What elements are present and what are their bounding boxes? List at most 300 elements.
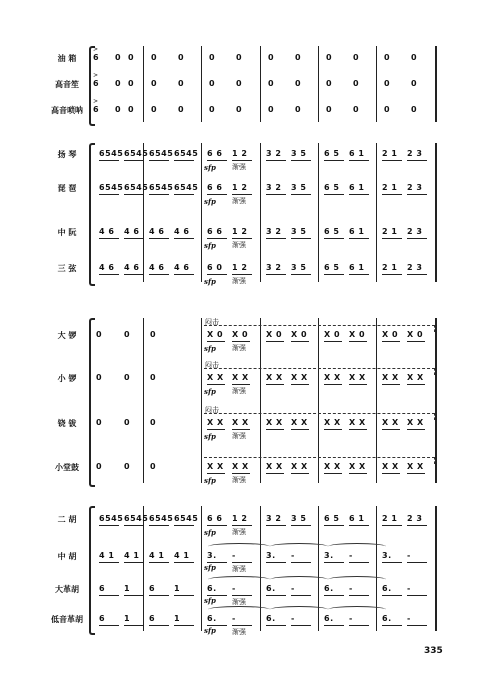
- barline: [435, 46, 437, 122]
- beam-line: [324, 595, 344, 596]
- beam-line: [324, 238, 344, 239]
- instrument-label: 三 弦: [57, 263, 77, 273]
- instrument-label: 小 锣: [57, 373, 77, 383]
- beam-line: [291, 384, 309, 385]
- rest: 0: [295, 105, 302, 114]
- tie-slur: [328, 606, 386, 613]
- note-group: 2 3: [407, 183, 423, 192]
- beam-line: [149, 194, 169, 195]
- note-group: 2 1: [382, 227, 398, 236]
- expression-text: 渐强: [232, 598, 246, 606]
- tie-slur: [328, 576, 386, 583]
- beam-line: [149, 238, 169, 239]
- instrument-label: 油 箱: [57, 53, 77, 63]
- drum-hit: X X: [382, 462, 399, 471]
- note-group: 6 1: [349, 149, 365, 158]
- beam-line: [382, 160, 402, 161]
- rest: 0: [326, 79, 333, 88]
- beam-line: [124, 238, 144, 239]
- beam-line: [266, 595, 286, 596]
- beam-line: [324, 341, 342, 342]
- beam-line: [324, 274, 344, 275]
- beam-line: [174, 274, 194, 275]
- drum-hit: X X: [382, 373, 399, 382]
- beam-line: [266, 473, 284, 474]
- note-lead: 6: [93, 53, 100, 62]
- note-group: 4 1: [124, 551, 140, 560]
- beam-line: [291, 341, 309, 342]
- note-group: 6.: [324, 584, 334, 593]
- beam-line: [207, 473, 225, 474]
- beam-line: [407, 160, 427, 161]
- note-group: -: [291, 584, 295, 593]
- note-group: 3 2: [266, 183, 282, 192]
- note-group: 6 0: [207, 263, 223, 272]
- beam-line: [232, 562, 252, 563]
- beam-line: [349, 562, 369, 563]
- drum-hit: X X: [207, 462, 224, 471]
- note-group: 6545: [149, 514, 174, 523]
- beam-line: [149, 274, 169, 275]
- rest: 0: [268, 79, 275, 88]
- beam-line: [124, 525, 144, 526]
- barline: [318, 46, 319, 122]
- rest: 0: [236, 53, 243, 62]
- note-group: 1 2: [232, 149, 248, 158]
- note-group: -: [232, 614, 236, 623]
- rest: 0: [150, 462, 157, 471]
- barline: [376, 46, 377, 122]
- dynamic-mark: sfp: [204, 277, 216, 286]
- beam-line: [407, 274, 427, 275]
- rest: 0: [128, 53, 135, 62]
- beam-line: [324, 384, 342, 385]
- beam-line: [124, 595, 144, 596]
- accent-mark: >: [93, 98, 99, 105]
- note-group: -: [407, 584, 411, 593]
- note-group: 6545: [124, 183, 149, 192]
- rest: 0: [115, 105, 122, 114]
- barline: [435, 143, 437, 282]
- beam-line: [382, 194, 402, 195]
- beam-line: [174, 525, 194, 526]
- dynamic-mark: sfp: [204, 432, 216, 441]
- rest: 0: [151, 105, 158, 114]
- rest: 0: [411, 79, 418, 88]
- beam-line: [407, 341, 425, 342]
- instrument-label: 二 胡: [57, 514, 77, 524]
- beam-line: [149, 562, 169, 563]
- beam-line: [382, 274, 402, 275]
- note-group: 6 1: [349, 263, 365, 272]
- note-lead: 6: [93, 105, 100, 114]
- tie-slur: [328, 543, 386, 550]
- beam-line: [266, 238, 286, 239]
- beam-line: [349, 194, 369, 195]
- tie-slur: [270, 576, 328, 583]
- expression-text: 渐强: [232, 476, 246, 484]
- note-group: -: [349, 614, 353, 623]
- drum-hit: X X: [349, 373, 366, 382]
- rest: 0: [295, 53, 302, 62]
- dynamic-mark: sfp: [204, 241, 216, 250]
- beam-line: [207, 341, 225, 342]
- instrument-label: 低音革胡: [51, 614, 83, 624]
- rest: 0: [178, 105, 185, 114]
- barline: [260, 143, 261, 282]
- beam-line: [382, 341, 400, 342]
- tie-slur: [208, 576, 270, 583]
- beam-line: [291, 194, 311, 195]
- beam-line: [174, 238, 194, 239]
- rest: 0: [124, 330, 131, 339]
- beam-line: [349, 625, 369, 626]
- beam-line: [407, 238, 427, 239]
- beam-line: [291, 562, 311, 563]
- beam-line: [232, 341, 250, 342]
- note-group: 3 2: [266, 263, 282, 272]
- rest: 0: [384, 53, 391, 62]
- beam-line: [232, 194, 252, 195]
- beam-line: [291, 473, 309, 474]
- beam-line: [266, 525, 286, 526]
- rest: 0: [151, 79, 158, 88]
- drum-hit: X 0: [349, 330, 366, 339]
- drum-hit: X X: [407, 418, 424, 427]
- note-group: 6.: [266, 584, 276, 593]
- drum-hit: X X: [232, 418, 249, 427]
- beam-line: [324, 160, 344, 161]
- instrument-label: 大 锣: [57, 330, 77, 340]
- beam-line: [174, 160, 194, 161]
- drum-hit: X 0: [207, 330, 224, 339]
- beam-line: [291, 429, 309, 430]
- drum-hit: X X: [232, 462, 249, 471]
- instrument-label: 大革胡: [55, 584, 79, 594]
- page-number: 335: [424, 646, 443, 656]
- beam-line: [291, 525, 311, 526]
- rest: 0: [96, 373, 103, 382]
- rest: 0: [115, 79, 122, 88]
- beam-line: [324, 473, 342, 474]
- rest: 0: [353, 53, 360, 62]
- beam-line: [149, 595, 169, 596]
- note-group: 1: [174, 584, 181, 593]
- note-group: 3.: [207, 551, 217, 560]
- beam-line: [407, 625, 427, 626]
- drum-hit: X 0: [382, 330, 399, 339]
- rest: 0: [150, 330, 157, 339]
- rest: 0: [96, 418, 103, 427]
- note-group: 3 5: [291, 227, 307, 236]
- drum-hit: X 0: [291, 330, 308, 339]
- note-group: 2 3: [407, 227, 423, 236]
- note-group: 2 1: [382, 183, 398, 192]
- beam-line: [207, 238, 227, 239]
- beam-line: [232, 625, 252, 626]
- expression-text: 渐强: [232, 528, 246, 536]
- note-group: 6 6: [207, 514, 223, 523]
- barline: [435, 318, 437, 483]
- rest: 0: [353, 105, 360, 114]
- drum-hit: X X: [349, 418, 366, 427]
- beam-line: [349, 595, 369, 596]
- beam-line: [232, 429, 250, 430]
- beam-line: [407, 595, 427, 596]
- beam-line: [349, 525, 369, 526]
- beam-line: [124, 160, 144, 161]
- beam-line: [266, 274, 286, 275]
- note-group: 6 6: [207, 183, 223, 192]
- beam-line: [349, 341, 367, 342]
- group-bracket: [89, 318, 95, 487]
- rest: 0: [209, 105, 216, 114]
- beam-line: [324, 194, 344, 195]
- note-group: 6 5: [324, 149, 340, 158]
- beam-line: [232, 595, 252, 596]
- beam-line: [207, 194, 227, 195]
- note-group: 6545: [174, 183, 199, 192]
- tie-slur: [270, 543, 328, 550]
- rest: 0: [178, 53, 185, 62]
- rest: 0: [326, 105, 333, 114]
- beam-line: [324, 625, 344, 626]
- note-group: 3 2: [266, 149, 282, 158]
- note-group: 3 5: [291, 183, 307, 192]
- instrument-label: 小堂鼓: [55, 462, 79, 472]
- note-group: 1: [124, 584, 131, 593]
- expression-text: 渐强: [232, 344, 246, 352]
- beam-line: [407, 429, 425, 430]
- drum-hit: X X: [291, 418, 308, 427]
- beam-line: [149, 525, 169, 526]
- note-group: 3 5: [291, 149, 307, 158]
- beam-line: [207, 429, 225, 430]
- note-group: 2 3: [407, 263, 423, 272]
- note-group: 2 1: [382, 263, 398, 272]
- note-group: 6.: [382, 614, 392, 623]
- note-group: 6 5: [324, 183, 340, 192]
- dynamic-mark: sfp: [204, 197, 216, 206]
- beam-line: [99, 238, 119, 239]
- note-group: 6545: [99, 183, 124, 192]
- rest: 0: [209, 53, 216, 62]
- note-group: -: [291, 614, 295, 623]
- note-group: 4 6: [174, 263, 190, 272]
- beam-line: [266, 194, 286, 195]
- drum-hit: X X: [207, 418, 224, 427]
- note-group: 6545: [124, 149, 149, 158]
- drum-hit: X X: [207, 373, 224, 382]
- barline: [201, 506, 202, 631]
- tie-slur: [270, 606, 328, 613]
- beam-line: [174, 625, 194, 626]
- rest: 0: [236, 105, 243, 114]
- note-group: -: [407, 551, 411, 560]
- expression-text: 渐强: [232, 387, 246, 395]
- drum-hit: X X: [407, 462, 424, 471]
- rest: 0: [384, 79, 391, 88]
- beam-line: [382, 595, 402, 596]
- drum-hit: X X: [349, 462, 366, 471]
- note-group: 6 1: [349, 227, 365, 236]
- note-group: 2 3: [407, 149, 423, 158]
- beam-line: [382, 525, 402, 526]
- note-group: 3 2: [266, 514, 282, 523]
- drum-hit: X 0: [232, 330, 249, 339]
- beam-line: [124, 194, 144, 195]
- beam-line: [349, 238, 369, 239]
- note-group: 3.: [266, 551, 276, 560]
- note-group: 4 1: [99, 551, 115, 560]
- note-group: 1: [174, 614, 181, 623]
- drum-hit: X X: [266, 418, 283, 427]
- instrument-label: 中 胡: [57, 551, 77, 561]
- rest: 0: [124, 462, 131, 471]
- note-group: 6: [149, 614, 156, 623]
- beam-line: [124, 625, 144, 626]
- rest: 0: [150, 418, 157, 427]
- rest: 0: [384, 105, 391, 114]
- dynamic-mark: sfp: [204, 563, 216, 572]
- note-group: 6545: [149, 183, 174, 192]
- barline: [201, 318, 202, 483]
- note-group: 6545: [99, 149, 124, 158]
- barline: [376, 143, 377, 282]
- instrument-label: 高音笙: [55, 79, 79, 89]
- technique-label: 闷击: [205, 406, 219, 414]
- beam-line: [291, 274, 311, 275]
- beam-line: [99, 525, 119, 526]
- beam-line: [232, 238, 252, 239]
- beam-line: [207, 274, 227, 275]
- beam-line: [407, 384, 425, 385]
- beam-line: [349, 384, 367, 385]
- note-group: 3.: [382, 551, 392, 560]
- instrument-label: 扬 琴: [57, 149, 77, 159]
- dynamic-mark: sfp: [204, 596, 216, 605]
- beam-line: [174, 562, 194, 563]
- rest: 0: [96, 330, 103, 339]
- rest: 0: [124, 373, 131, 382]
- note-group: 1 2: [232, 227, 248, 236]
- note-group: 6545: [149, 149, 174, 158]
- beam-line: [266, 341, 284, 342]
- note-group: 4 6: [99, 227, 115, 236]
- note-group: 1: [124, 614, 131, 623]
- drum-hit: X 0: [407, 330, 424, 339]
- note-group: -: [232, 584, 236, 593]
- beam-line: [291, 160, 311, 161]
- rest: 0: [326, 53, 333, 62]
- beam-line: [291, 595, 311, 596]
- beam-line: [349, 160, 369, 161]
- beam-line: [232, 473, 250, 474]
- note-lead: 6: [93, 79, 100, 88]
- note-group: 6 6: [207, 149, 223, 158]
- barline: [435, 506, 437, 631]
- technique-label: 闷击: [205, 318, 219, 326]
- beam-line: [382, 238, 402, 239]
- note-group: 6.: [207, 614, 217, 623]
- beam-line: [407, 473, 425, 474]
- beam-line: [207, 384, 225, 385]
- rest: 0: [128, 105, 135, 114]
- beam-line: [266, 429, 284, 430]
- beam-line: [99, 562, 119, 563]
- rest: 0: [151, 53, 158, 62]
- expression-text: 渐强: [232, 197, 246, 205]
- rest: 0: [268, 105, 275, 114]
- beam-line: [324, 562, 344, 563]
- note-group: 6545: [174, 514, 199, 523]
- drum-hit: X X: [232, 373, 249, 382]
- beam-line: [174, 194, 194, 195]
- drum-hit: X X: [324, 373, 341, 382]
- rest: 0: [236, 79, 243, 88]
- beam-line: [349, 274, 369, 275]
- barline: [201, 46, 202, 122]
- note-group: 6545: [99, 514, 124, 523]
- expression-text: 渐强: [232, 163, 246, 171]
- note-group: 4 1: [149, 551, 165, 560]
- beam-line: [266, 625, 286, 626]
- note-group: 6: [149, 584, 156, 593]
- dynamic-mark: sfp: [204, 344, 216, 353]
- note-group: 6 5: [324, 227, 340, 236]
- rest: 0: [96, 462, 103, 471]
- dynamic-mark: sfp: [204, 387, 216, 396]
- rest: 0: [178, 79, 185, 88]
- drum-hit: X X: [291, 373, 308, 382]
- expression-text: 渐强: [232, 277, 246, 285]
- beam-line: [382, 384, 400, 385]
- drum-hit: X X: [266, 373, 283, 382]
- beam-line: [382, 625, 402, 626]
- beam-line: [382, 429, 400, 430]
- accent-mark: >: [93, 72, 99, 79]
- note-group: 6: [99, 614, 106, 623]
- drum-hit: X X: [266, 462, 283, 471]
- beam-line: [324, 525, 344, 526]
- barline: [318, 143, 319, 282]
- group-bracket: [89, 143, 95, 286]
- beam-line: [291, 238, 311, 239]
- beam-line: [207, 525, 227, 526]
- group-bracket: [89, 506, 95, 635]
- beam-line: [349, 429, 367, 430]
- note-group: 2 3: [407, 514, 423, 523]
- note-group: -: [349, 551, 353, 560]
- drum-hit: X X: [324, 462, 341, 471]
- beam-line: [99, 274, 119, 275]
- note-group: 2 1: [382, 514, 398, 523]
- barline: [143, 318, 144, 483]
- note-group: 6: [99, 584, 106, 593]
- note-group: 4 6: [174, 227, 190, 236]
- note-group: 6.: [207, 584, 217, 593]
- rest: 0: [209, 79, 216, 88]
- note-group: 6 6: [207, 227, 223, 236]
- beam-line: [382, 473, 400, 474]
- expression-text: 渐强: [232, 628, 246, 636]
- note-group: 1 2: [232, 183, 248, 192]
- expression-text: 渐强: [232, 241, 246, 249]
- rest: 0: [295, 79, 302, 88]
- note-group: -: [291, 551, 295, 560]
- drum-hit: X X: [407, 373, 424, 382]
- beam-line: [232, 384, 250, 385]
